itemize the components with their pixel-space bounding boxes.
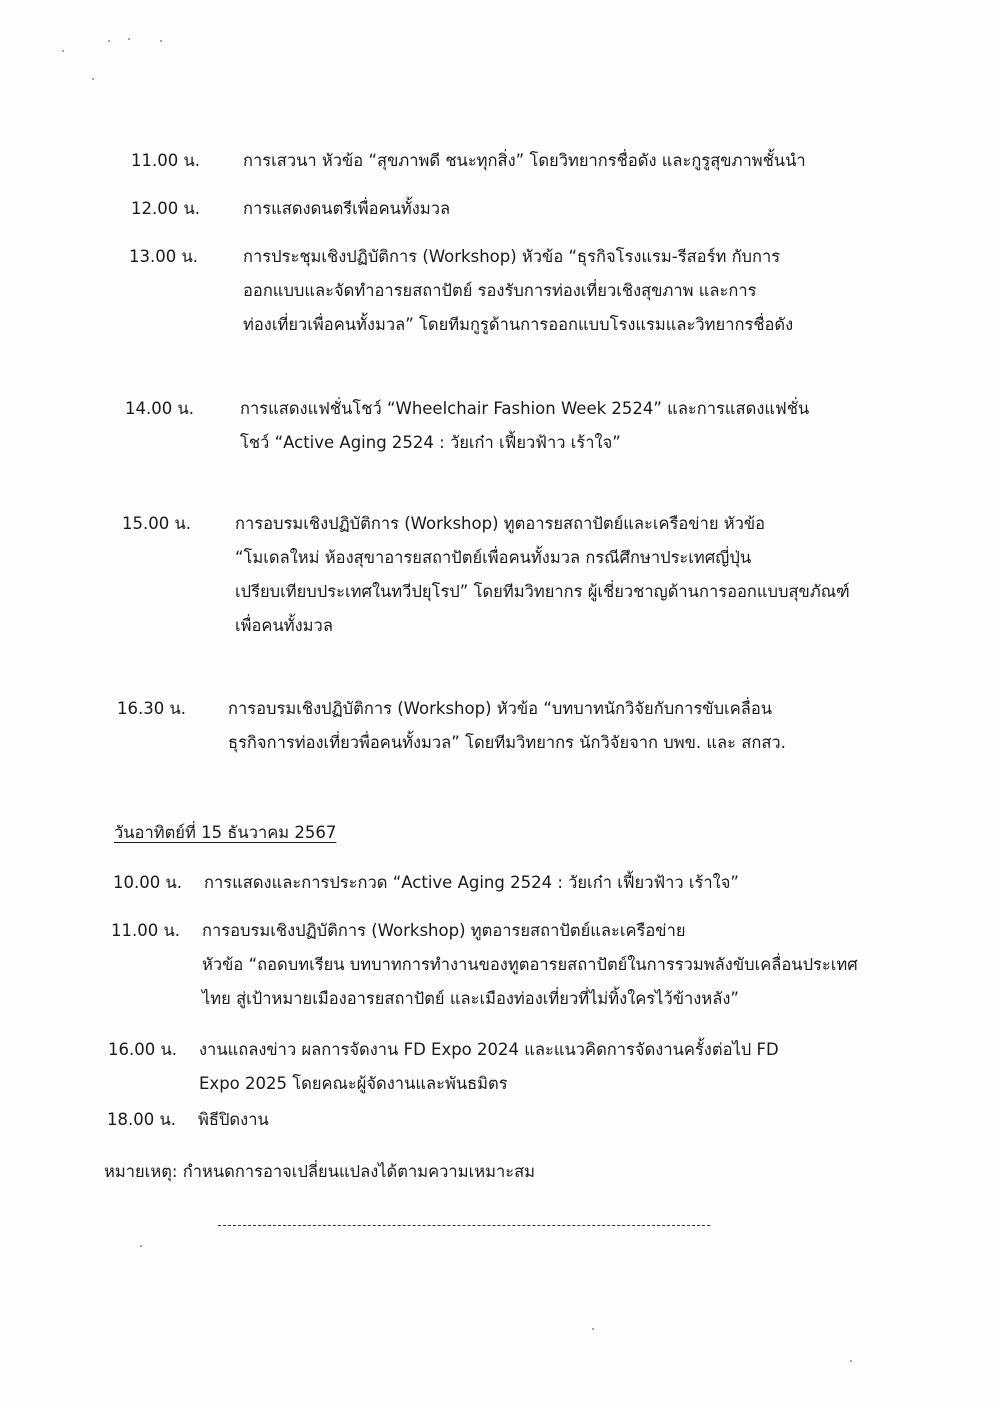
entry-line: การอบรมเชิงปฏิบัติการ (Workshop) ทูตอารยสถาปัตย์และเครือข่าย — [202, 921, 686, 940]
entry-description — [235, 507, 850, 643]
entry-time: 10.00 น. — [113, 873, 183, 892]
entry-time: 14.00 น. — [125, 399, 195, 418]
entry-description — [240, 392, 809, 460]
entry-description — [243, 144, 806, 178]
scan-speck — [128, 38, 130, 40]
entry-description — [199, 1033, 779, 1101]
entry-line: การแสดงดนตรีเพื่อคนทั้งมวล — [243, 199, 451, 218]
entry-line: การประชุมเชิงปฏิบัติการ (Workshop) หัวข้อ “ธุรกิจโรงแรม-รีสอร์ท กับการ — [243, 247, 781, 266]
entry-line: ไทย สู่เป้าหมายเมืองอารยสถาปัตย์ และเมืองท่องเที่ยวที่ไม่ทิ้งใครไว้ข้างหลัง” — [202, 989, 739, 1008]
entry-line: การอบรมเชิงปฏิบัติการ (Workshop) ทูตอารยสถาปัตย์และเครือข่าย หัวข้อ — [235, 514, 766, 533]
entry-line: Expo 2025 โดยคณะผู้จัดงานและพันธมิตร — [199, 1074, 508, 1093]
scan-speck — [850, 1360, 852, 1362]
entry-time: 18.00 น. — [107, 1110, 177, 1129]
entry-time: 16.00 น. — [108, 1040, 178, 1059]
entry-line: โชว์ “Active Aging 2524 : วัยเก๋า เฟี้ยวฟ้าว เร้าใจ” — [240, 433, 621, 452]
scan-speck — [92, 78, 94, 80]
entry-line: หัวข้อ “ถอดบทเรียน บทบาทการทำงานของทูตอารยสถาปัตย์ในการรวมพลังขับเคลื่อนประเทศ — [202, 955, 858, 974]
entry-time: 11.00 น. — [131, 151, 201, 170]
entry-line: ออกแบบและจัดทำอารยสถาปัตย์ รองรับการท่องเที่ยวเชิงสุขภาพ และการ — [243, 281, 757, 300]
entry-line: การแสดงและการประกวด “Active Aging 2524 : วัยเก๋า เฟี้ยวฟ้าว เร้าใจ” — [204, 873, 739, 892]
scan-speck — [592, 1328, 594, 1330]
scan-speck — [108, 40, 110, 42]
day-heading: วันอาทิตย์ที่ 15 ธันวาคม 2567 — [114, 823, 337, 842]
entry-line: เปรียบเทียบประเทศในทวีปยุโรป” โดยทีมวิทยากร ผู้เชี่ยวชาญด้านการออกแบบสุขภัณฑ์ — [235, 582, 850, 601]
entry-description — [243, 192, 450, 226]
entry-line: ท่องเที่ยวเพื่อคนทั้งมวล” โดยทีมกูรูด้านการออกแบบโรงแรมและวิทยากรชื่อดัง — [243, 315, 794, 334]
scan-speck — [160, 40, 162, 42]
entry-description — [202, 914, 858, 1016]
entry-line: การเสวนา หัวข้อ “สุขภาพดี ชนะทุกสิ่ง” โดยวิทยากรชื่อดัง และกูรูสุขภาพชั้นนำ — [243, 151, 806, 170]
footnote: หมายเหตุ: กำหนดการอาจเปลี่ยนแปลงได้ตามความเหมาะสม — [104, 1162, 536, 1181]
entry-description — [228, 692, 786, 760]
entry-description — [243, 240, 793, 342]
entry-time: 15.00 น. — [122, 514, 192, 533]
entry-time: 16.30 น. — [117, 699, 187, 718]
entry-time: 13.00 น. — [129, 247, 199, 266]
entry-line: ธุรกิจการท่องเที่ยวพื่อคนทั้งมวล” โดยทีมวิทยากร นักวิจัยจาก บพข. และ สกสว. — [228, 733, 786, 752]
entry-line: “โมเดลใหม่ ห้องสุขาอารยสถาปัตย์เพื่อคนทั้งมวล กรณีศึกษาประเทศญี่ปุ่น — [235, 548, 752, 567]
entry-line: งานแถลงข่าว ผลการจัดงาน FD Expo 2024 และแนวคิดการจัดงานครั้งต่อไป FD — [199, 1040, 779, 1059]
entry-time: 12.00 น. — [131, 199, 201, 218]
entry-line: การอบรมเชิงปฏิบัติการ (Workshop) หัวข้อ “บทบาทนักวิจัยกับการขับเคลื่อน — [228, 699, 773, 718]
scan-speck — [140, 1245, 142, 1247]
entry-time: 11.00 น. — [111, 921, 181, 940]
entry-description — [204, 866, 739, 900]
entry-line: พิธีปิดงาน — [198, 1110, 269, 1129]
entry-line: การแสดงแฟชั่นโชว์ “Wheelchair Fashion Week 2524” และการแสดงแฟชั่น — [240, 399, 810, 418]
entry-description — [198, 1103, 269, 1137]
scan-speck — [62, 50, 64, 52]
entry-line: เพื่อคนทั้งมวล — [235, 616, 333, 635]
dashed-divider — [218, 1225, 710, 1226]
